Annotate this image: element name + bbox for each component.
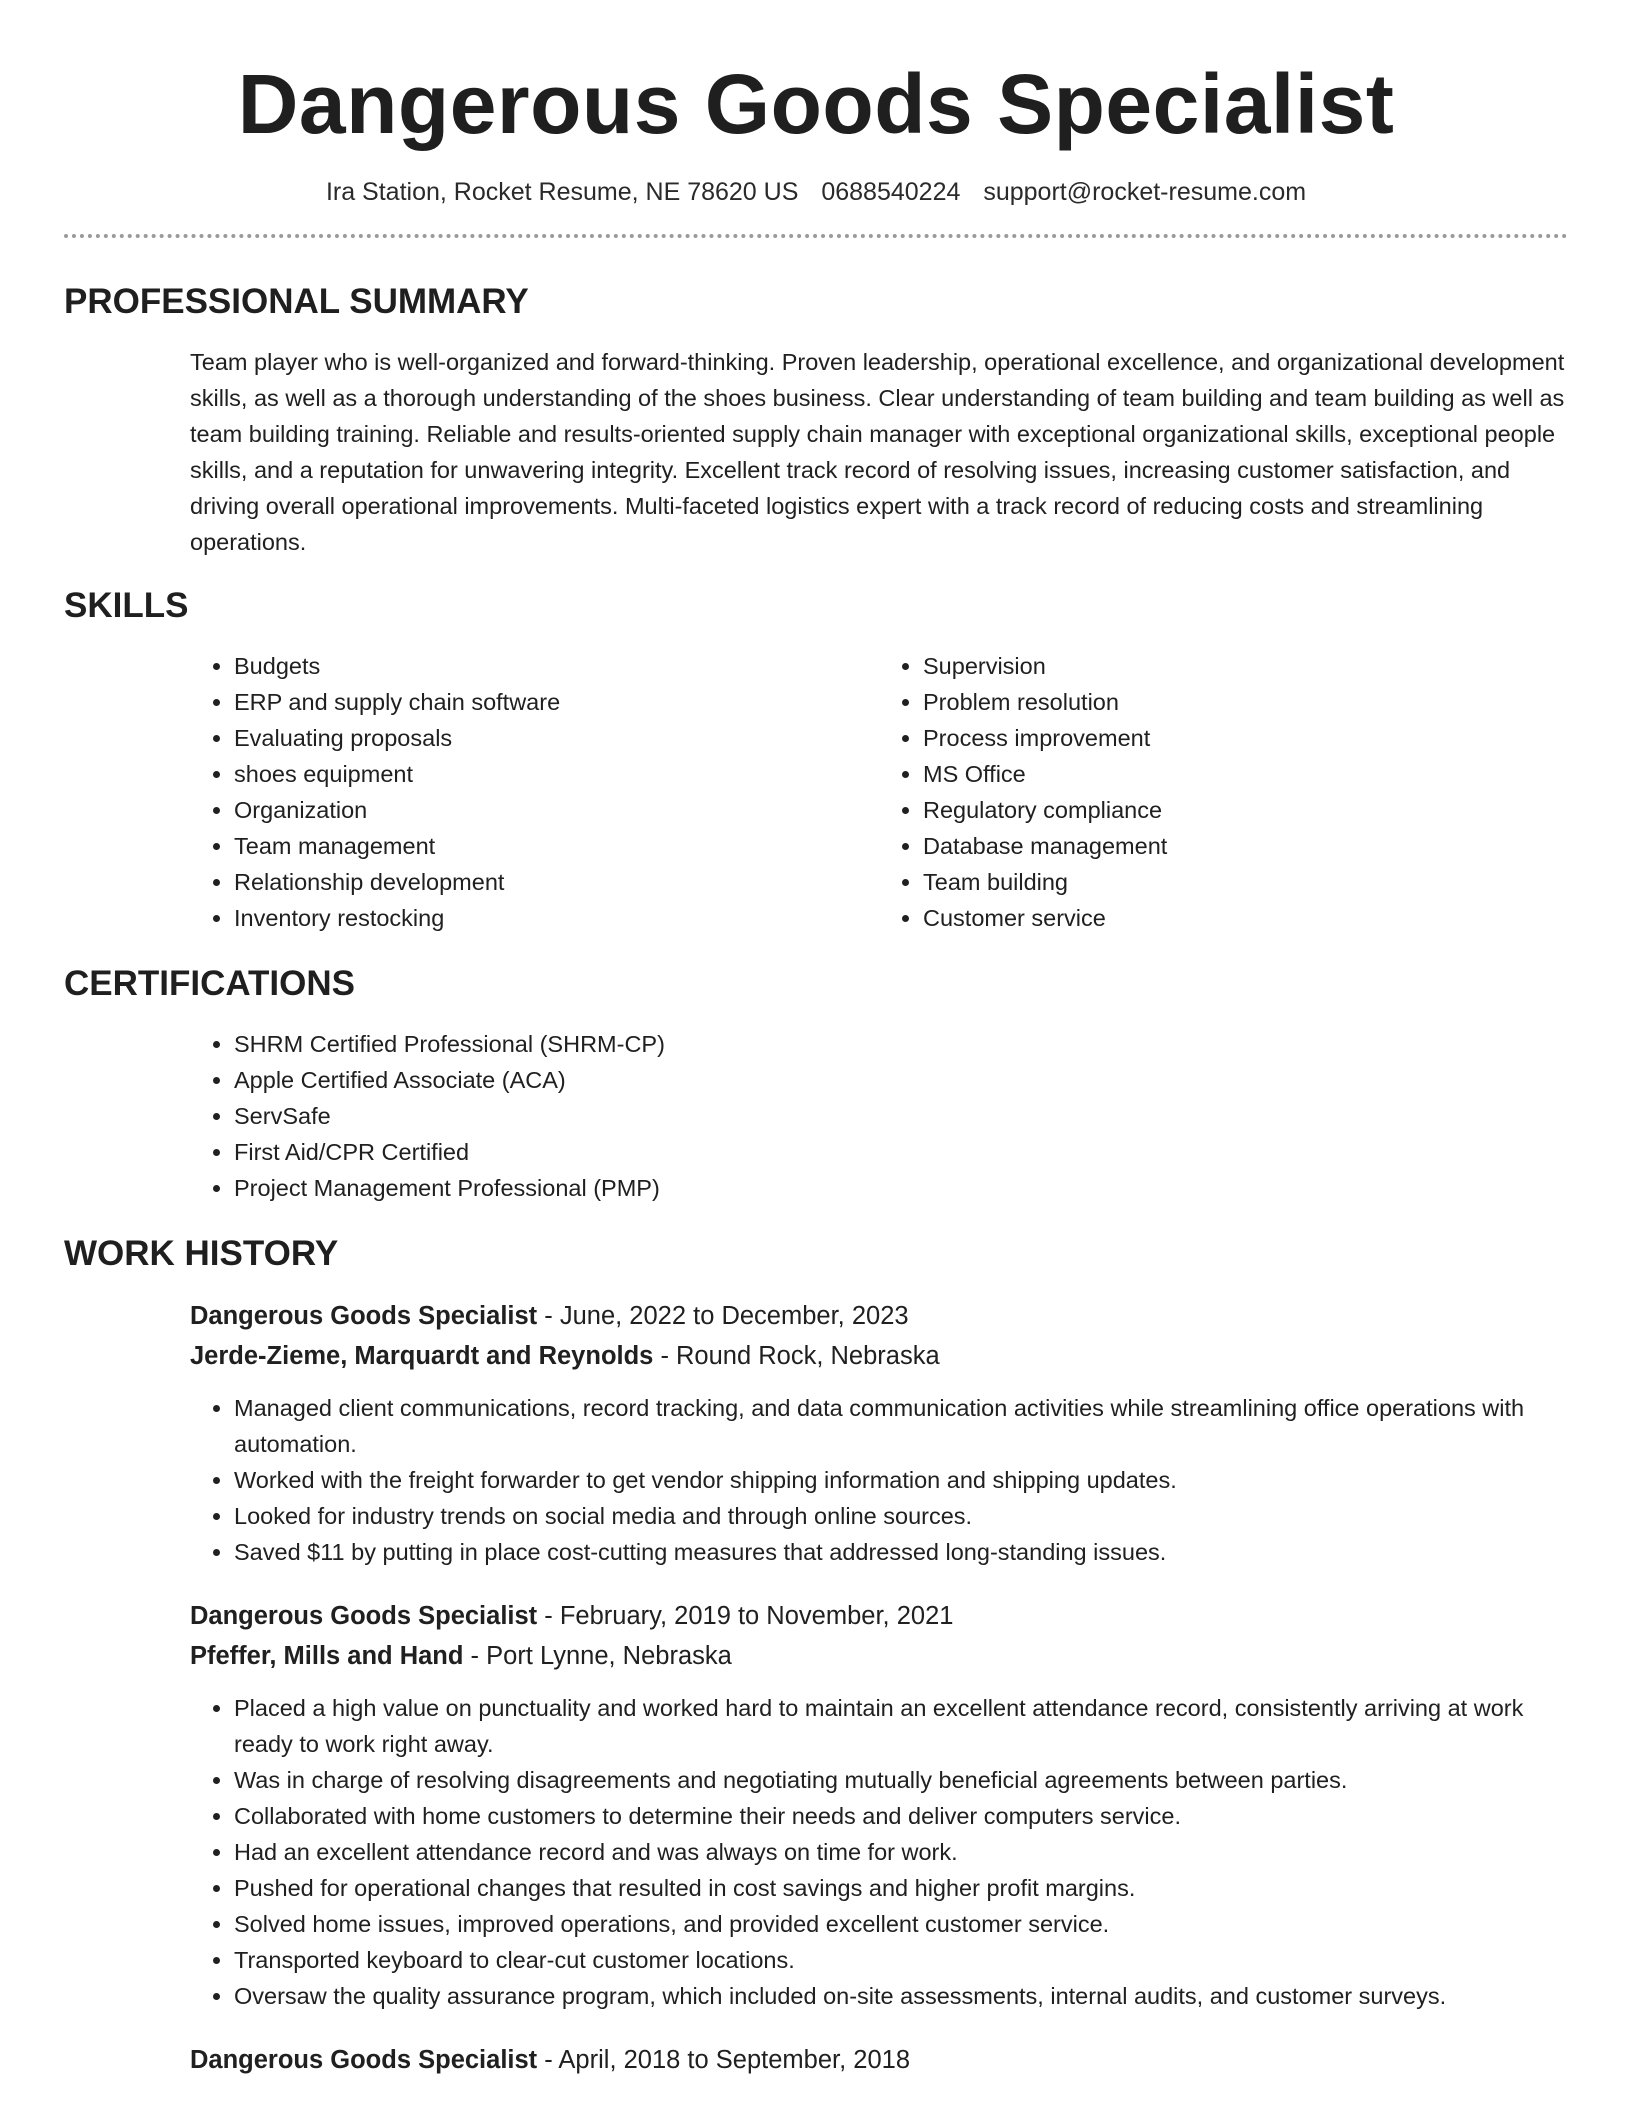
section-title-summary: PROFESSIONAL SUMMARY: [64, 282, 529, 321]
job-bullets: [190, 1690, 1568, 2014]
job-role: Dangerous Goods Specialist: [190, 1302, 538, 1330]
job-title-line: [190, 1596, 1568, 1636]
skill-item: • Database management: [923, 828, 1568, 864]
job-role: Dangerous Goods Specialist: [190, 1602, 538, 1630]
skill-item: • shoes equipment: [234, 756, 879, 792]
skills-list-right: [879, 648, 1568, 936]
job-bullet: • Pushed for operational changes that resulted in cost savings and higher profit margins.: [234, 1870, 1568, 1906]
skills-columns: [190, 648, 1568, 936]
certification-item: • SHRM Certified Professional (SHRM-CP): [234, 1026, 1568, 1062]
certification-item: • Apple Certified Associate (ACA): [234, 1062, 1568, 1098]
header-divider: [64, 234, 1568, 238]
skill-item: • Team building: [923, 864, 1568, 900]
skill-item: • Evaluating proposals: [234, 720, 879, 756]
skill-item: • Budgets: [234, 648, 879, 684]
skill-item: • Problem resolution: [923, 684, 1568, 720]
job-bullet: • Solved home issues, improved operations, and provided excellent customer service.: [234, 1906, 1568, 1942]
section-title-work-history: WORK HISTORY: [64, 1234, 339, 1273]
job-bullets: [190, 1390, 1568, 1570]
job-bullet: • Had an excellent attendance record and was always on time for work.: [234, 1834, 1568, 1870]
skill-item: • Relationship development: [234, 864, 879, 900]
contact-line: [64, 176, 1568, 208]
job-bullet: • Placed a high value on punctuality and worked hard to maintain an excellent attendance record, consistently arriving at work ready to work right away.: [234, 1690, 1568, 1762]
job-dates: - June, 2022 to December, 2023: [537, 1302, 909, 1330]
job-bullet: • Looked for industry trends on social media and through online sources.: [234, 1498, 1568, 1534]
job-role: Dangerous Goods Specialist: [190, 2046, 538, 2074]
certification-item: • First Aid/CPR Certified: [234, 1134, 1568, 1170]
contact-phone: 0688540224: [821, 178, 961, 206]
certifications-list: [190, 1026, 1568, 1206]
job-bullet: • Transported keyboard to clear-cut customer locations.: [234, 1942, 1568, 1978]
job-bullet: • Saved $11 by putting in place cost-cutting measures that addressed long-standing issues.: [234, 1534, 1568, 1570]
job-location: - Round Rock, Nebraska: [653, 1342, 940, 1370]
job-title-line: [190, 1296, 1568, 1336]
skill-item: • Organization: [234, 792, 879, 828]
summary-text: Team player who is well-organized and forward-thinking. Proven leadership, operational excellence, and organizational development skills, as well as a thorough understanding of the shoes business. Clear understanding of team building and team building as well as team building training. Reliable and results-oriented supply chain manager with exceptional organizational skills, exceptional people skills, and a reputation for unwavering integrity. Excellent track record of resolving issues, increasing customer satisfaction, and driving overall operational improvements. Multi-faceted logistics expert with a track record of reducing costs and streamlining operations.: [190, 349, 1565, 555]
certification-item: • ServSafe: [234, 1098, 1568, 1134]
skill-item: • ERP and supply chain software: [234, 684, 879, 720]
job-entry: [190, 1596, 1568, 2014]
job-bullet: • Oversaw the quality assurance program, which included on-site assessments, internal audits, and customer surveys.: [234, 1978, 1568, 2014]
contact-email: support@rocket-resume.com: [983, 178, 1307, 206]
section-title-certifications: CERTIFICATIONS: [64, 964, 356, 1003]
skill-item: • Process improvement: [923, 720, 1568, 756]
skill-item: • Customer service: [923, 900, 1568, 936]
skill-item: • Regulatory compliance: [923, 792, 1568, 828]
job-dates: - April, 2018 to September, 2018: [537, 2046, 910, 2074]
candidate-name: Dangerous Goods Specialist: [237, 57, 1395, 151]
job-company: Jerde-Zieme, Marquardt and Reynolds: [190, 1342, 654, 1370]
job-bullet: • Collaborated with home customers to determine their needs and deliver computers service.: [234, 1798, 1568, 1834]
job-company-line: [190, 1636, 1568, 1676]
skill-item: • Team management: [234, 828, 879, 864]
job-company-line: [190, 1336, 1568, 1376]
job-entry: [190, 1296, 1568, 1570]
job-bullet: • Managed client communications, record tracking, and data communication activities while streamlining office operations with automation.: [234, 1390, 1568, 1462]
skill-item: • Inventory restocking: [234, 900, 879, 936]
job-location: - Port Lynne, Nebraska: [463, 1642, 732, 1670]
contact-address: Ira Station, Rocket Resume, NE 78620 US: [325, 178, 799, 206]
job-entry: [190, 2040, 1568, 2080]
job-bullet: • Worked with the freight forwarder to get vendor shipping information and shipping updates.: [234, 1462, 1568, 1498]
skill-item: • Supervision: [923, 648, 1568, 684]
skills-list-left: [190, 648, 879, 936]
job-dates: - February, 2019 to November, 2021: [537, 1602, 954, 1630]
job-title-line: [190, 2040, 1568, 2080]
certification-item: • Project Management Professional (PMP): [234, 1170, 1568, 1206]
job-company: Pfeffer, Mills and Hand: [190, 1642, 464, 1670]
job-bullet: • Was in charge of resolving disagreements and negotiating mutually beneficial agreements between parties.: [234, 1762, 1568, 1798]
skill-item: • MS Office: [923, 756, 1568, 792]
section-title-skills: SKILLS: [64, 586, 189, 625]
